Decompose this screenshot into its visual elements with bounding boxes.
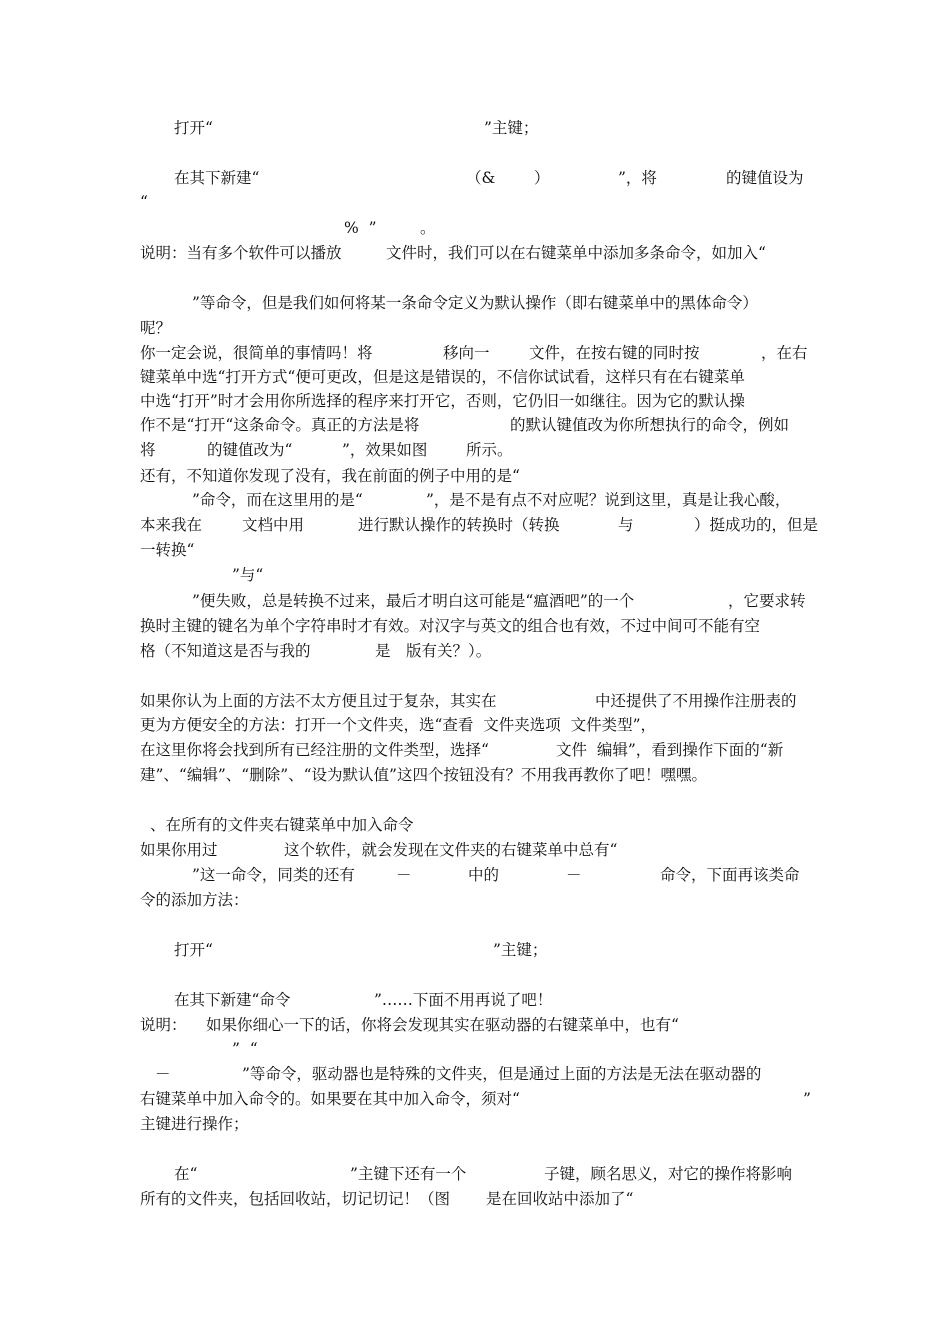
text-segment: 。 (420, 219, 436, 237)
text-segment: ”等命令，驱动器也是特殊的文件夹，但是通过上面的方法是无法在驱动器的 (242, 1065, 762, 1083)
text-line-8 (0, 343, 808, 363)
text-segment: ”，是不是有点不对应呢？说到这里，真是让我心酸， (426, 491, 791, 509)
text-segment: ” “ (232, 1040, 258, 1058)
text-segment: ”便失败，总是转换不过来，最后才明白这可能是“瘟酒吧”的一个 (192, 592, 635, 610)
text-line-31 (0, 1015, 679, 1035)
text-line-2 (0, 168, 804, 188)
text-line-13 (0, 466, 520, 486)
text-segment: 一转换“ (140, 541, 195, 559)
text-line-11 (0, 415, 790, 435)
text-segment: 在这里你将会找到所有已经注册的文件类型，选择“ (140, 741, 489, 759)
text-segment: 进行默认操作的转换时（转换 (358, 516, 560, 534)
text-line-36 (0, 1164, 793, 1184)
text-segment: 如果你用过 (140, 841, 218, 859)
text-line-28 (0, 890, 249, 910)
text-segment: 格（不知道这是否与我的 (140, 642, 311, 660)
text-segment: 在其下新建“ (174, 169, 260, 187)
text-segment: ”，效果如图 (342, 441, 428, 459)
text-segment: ”命令，而在这里用的是“ (192, 491, 363, 509)
text-segment: 子键，顾名思义，对它的操作将影响 (544, 1165, 793, 1183)
text-segment: 在“ (174, 1165, 198, 1183)
text-segment: ）挺成功的，但是 (694, 516, 819, 534)
section-heading (0, 815, 414, 835)
text-line-9 (0, 367, 745, 387)
text-segment: 、在所有的文件夹右键菜单中加入命令 (150, 816, 414, 834)
text-segment: ，在右 (761, 344, 808, 362)
text-segment: ） (534, 169, 550, 187)
text-segment: 说明：当有多个软件可以播放 (140, 244, 342, 262)
text-segment: 键菜单中选“打开方式“便可更改，但是这是错误的，不信你试试看，这样只有在右键菜单 (140, 368, 745, 386)
text-line-32 (0, 1039, 258, 1059)
text-line-4 (0, 218, 436, 238)
text-segment: 文档中用 (242, 516, 305, 534)
text-line-23 (0, 740, 784, 760)
text-line-24 (0, 765, 707, 785)
text-segment: ”主键； (484, 119, 539, 137)
text-segment: 还有，不知道你发现了没有，我在前面的例子中用的是“ (140, 467, 520, 485)
text-segment: 文件，在按右键的同时按 (529, 344, 700, 362)
text-line-17 (0, 565, 264, 585)
text-line-20 (0, 641, 492, 661)
text-line-27 (0, 865, 800, 885)
text-segment: ”这一命令，同类的还有 (192, 866, 355, 884)
text-line-22 (0, 715, 657, 735)
text-segment: 你一定会说，很简单的事情吗！将 (140, 344, 373, 362)
text-segment: 换时主键的键名为单个字符串时才有效。对汉字与英文的组合也有效，不过中间可不能有空 (140, 617, 761, 635)
text-segment: “ (140, 193, 148, 211)
text-segment: 呢？ (140, 319, 172, 337)
text-segment: 版有关？）。 (406, 642, 492, 660)
text-line-15 (0, 515, 819, 535)
text-line-21 (0, 691, 797, 711)
text-segment: ”等命令，但是我们如何将某一条命令定义为默认操作（即右键菜单中的黑体命令） (192, 294, 758, 312)
text-line-18 (0, 591, 806, 611)
text-segment: 打开“ (174, 941, 213, 959)
text-line-26 (0, 840, 618, 860)
text-line-1 (0, 118, 539, 138)
text-line-29 (0, 940, 548, 960)
text-line-33 (0, 1064, 762, 1084)
text-segment: 与 (618, 516, 634, 534)
text-segment: 移向一 (443, 344, 490, 362)
text-segment: 所有的文件夹，包括回收站，切记切记！（图 (140, 1190, 451, 1208)
text-segment: ，它要求转 (728, 592, 806, 610)
text-segment: 本来我在 (140, 516, 203, 534)
text-line-3 (0, 192, 148, 212)
text-segment: 右键菜单中加入命令的。如果要在其中加入命令，须对“ (140, 1090, 520, 1108)
text-segment: 更为方便安全的方法：打开一个文件夹，选“查看 文件夹选项 文件类型”， (140, 716, 657, 734)
text-segment: 令的添加方法： (140, 891, 249, 909)
text-line-16 (0, 540, 195, 560)
text-line-10 (0, 391, 745, 411)
text-segment: 将 (140, 441, 156, 459)
text-segment: 中选“打开”时才会用你所选择的程序来打开它，否则，它仍旧一如继往。因为它的默认操 (140, 392, 745, 410)
text-line-19 (0, 616, 761, 636)
text-segment: 主键进行操作； (140, 1115, 249, 1133)
text-segment: － (155, 1065, 171, 1083)
text-segment: 说明： (140, 1016, 187, 1034)
text-segment: ”主键； (493, 941, 548, 959)
text-line-35 (0, 1114, 249, 1134)
text-segment: 如果你细心一下的话，你将会发现其实在驱动器的右键菜单中，也有“ (206, 1016, 679, 1034)
text-segment: 在其下新建“命令 (174, 991, 291, 1009)
text-segment: ”……下面不用再说了吧！ (374, 991, 553, 1009)
text-segment: － (396, 866, 412, 884)
text-segment: ” (803, 1090, 811, 1108)
text-line-14 (0, 490, 791, 510)
text-segment: 建”、“编辑”、“删除”、“设为默认值”这四个按钮没有？不用我再教你了吧！嘿嘿。 (140, 766, 707, 784)
text-line-7 (0, 318, 172, 338)
text-line-6 (0, 293, 758, 313)
text-segment: 中的 (468, 866, 500, 884)
text-segment: 打开“ (174, 119, 213, 137)
text-line-12 (0, 440, 513, 460)
text-segment: 所示。 (466, 441, 513, 459)
text-segment: % ” (344, 219, 377, 237)
text-segment: （& (466, 169, 496, 187)
text-line-5 (0, 243, 766, 263)
text-segment: 如果你认为上面的方法不太方便且过于复杂，其实在 (140, 692, 497, 710)
text-line-30 (0, 990, 553, 1010)
text-segment: 文件时，我们可以在右键菜单中添加多条命令，如加入“ (386, 244, 766, 262)
text-segment: 的键值改为“ (207, 441, 293, 459)
text-segment: 作不是“打开“这条命令。真正的方法是将 (140, 416, 420, 434)
text-segment: 这个软件，就会发现在文件夹的右键菜单中总有“ (284, 841, 618, 859)
text-segment: 的默认键值改为你所想执行的命令，例如 (510, 416, 790, 434)
text-segment: ”与“ (232, 566, 264, 584)
text-segment: － (566, 866, 582, 884)
text-segment: 是 (375, 642, 391, 660)
text-line-34 (0, 1089, 811, 1109)
text-segment: 命令，下面再该类命 (660, 866, 800, 884)
text-segment: 的键值设为 (726, 169, 804, 187)
text-segment: 是在回收站中添加了“ (486, 1190, 634, 1208)
text-segment: ”主键下还有一个 (350, 1165, 467, 1183)
text-segment: 文件 编辑”，看到操作下面的“新 (556, 741, 784, 759)
text-segment: ”，将 (618, 169, 657, 187)
text-line-37 (0, 1189, 634, 1209)
text-segment: 中还提供了不用操作注册表的 (595, 692, 797, 710)
